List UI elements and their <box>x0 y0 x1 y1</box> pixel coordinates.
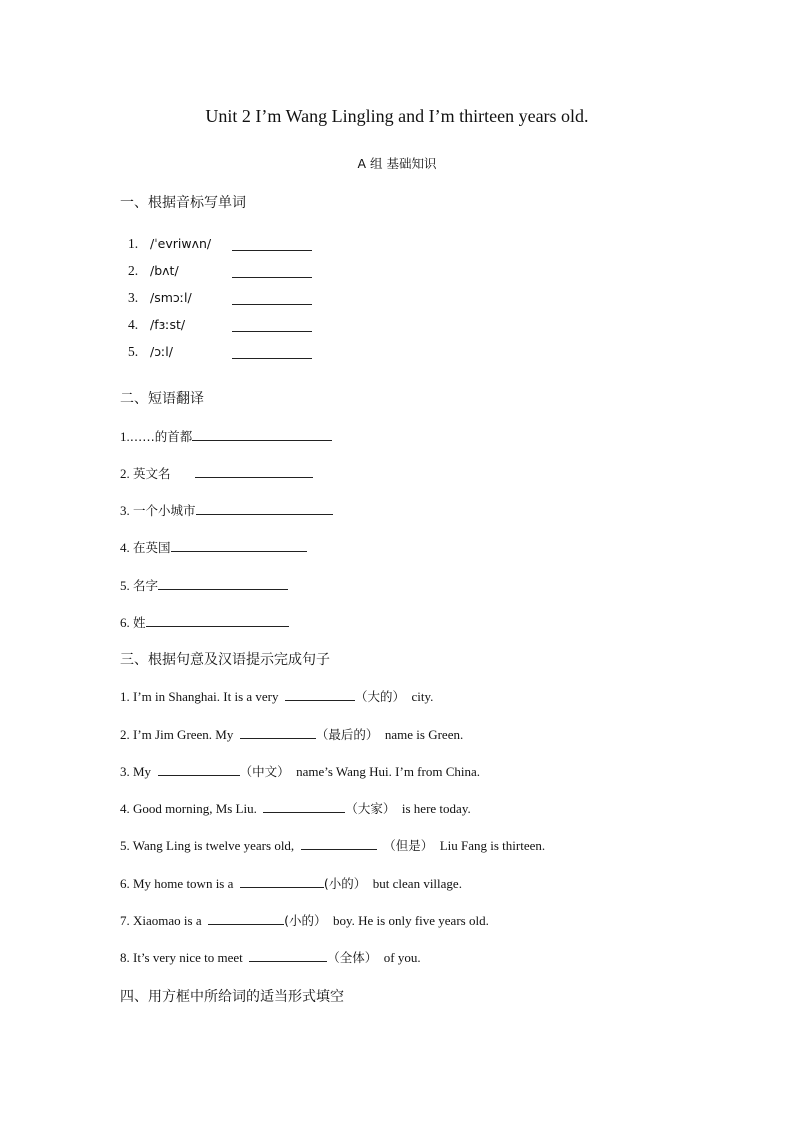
answer-blank[interactable] <box>171 537 307 552</box>
answer-blank[interactable] <box>232 250 312 251</box>
answer-blank[interactable] <box>146 612 289 627</box>
phrase-item <box>120 537 307 556</box>
hint-text: (小的） <box>284 913 327 928</box>
hint-text: (小的） <box>323 876 367 891</box>
group-subtitle: A 组 基础知识 <box>357 156 437 171</box>
section4-heading: 四、用方框中所给词的适当形式填空 <box>120 989 344 1005</box>
answer-blank[interactable] <box>158 761 240 776</box>
sentence-start: 7. Xiaomao is a <box>120 913 202 928</box>
sentence-start: 3. My <box>120 764 152 779</box>
item-number: 5. <box>120 578 130 593</box>
sentence-end: of you. <box>383 950 421 965</box>
item-number: 1. <box>120 429 130 444</box>
phrase-text: 一个小城市 <box>133 503 196 518</box>
answer-blank[interactable] <box>158 575 288 590</box>
sentence-end: city. <box>411 689 434 704</box>
section2-heading: 二、短语翻译 <box>120 391 204 407</box>
answer-blank[interactable] <box>192 426 332 441</box>
item-number: 4. <box>120 540 130 555</box>
sentence-end: name’s Wang Hui. I’m from China. <box>296 764 481 779</box>
phonetic-text: /ˈevriwʌn/ <box>150 236 212 251</box>
answer-blank[interactable] <box>196 500 333 515</box>
item-number: 4. <box>128 317 139 332</box>
sentence-end: but clean village. <box>372 876 462 891</box>
item-number: 5. <box>128 344 139 359</box>
hint-text: （但是） <box>383 838 434 853</box>
answer-blank[interactable] <box>240 724 316 739</box>
phonetic-text: /smɔːl/ <box>150 290 192 305</box>
hint-text: （大家） <box>345 801 396 816</box>
phrase-text: ……的首都 <box>129 429 193 444</box>
phrase-text: 姓 <box>133 615 146 630</box>
section1-heading: 一、根据音标写单词 <box>120 195 246 211</box>
item-number: 3. <box>128 290 139 305</box>
phonetic-text: /fɜːst/ <box>150 317 186 332</box>
answer-blank[interactable] <box>208 910 284 925</box>
phrase-item <box>120 612 289 631</box>
sentence-start: 1. I’m in Shanghai. It is a very <box>120 689 279 704</box>
section3-heading: 三、根据句意及汉语提示完成句子 <box>120 652 330 668</box>
answer-blank[interactable] <box>285 686 355 701</box>
phrase-text: 名字 <box>133 578 159 593</box>
hint-text: （大的） <box>355 689 406 704</box>
phrase-text: 英文名 <box>133 466 171 481</box>
sentence-start: 5. Wang Ling is twelve years old, <box>120 838 295 853</box>
answer-blank[interactable] <box>301 835 377 850</box>
answer-blank[interactable] <box>249 947 327 962</box>
hint-text: （最后的） <box>315 727 379 742</box>
sentence-start: 4. Good morning, Ms Liu. <box>120 801 257 816</box>
answer-blank[interactable] <box>232 358 312 359</box>
item-number: 1. <box>128 236 139 251</box>
phrase-item <box>120 426 332 445</box>
sentence-end: Liu Fang is thirteen. <box>439 838 546 853</box>
phrase-text: 在英国 <box>133 540 171 555</box>
sentence-item <box>120 761 480 780</box>
sentence-end: is here today. <box>401 801 471 816</box>
phonetic-text: /ɔːl/ <box>150 344 173 359</box>
sentence-start: 2. I’m Jim Green. My <box>120 727 234 742</box>
sentence-item <box>120 798 471 817</box>
sentence-start: 8. It’s very nice to meet <box>120 950 243 965</box>
phrase-item <box>120 500 333 519</box>
answer-blank[interactable] <box>240 873 324 888</box>
hint-text: （全体） <box>327 950 378 965</box>
phonetic-text: /bʌt/ <box>150 263 179 278</box>
item-number: 6. <box>120 615 130 630</box>
answer-blank[interactable] <box>195 463 313 478</box>
phrase-item <box>120 575 288 594</box>
page-title: Unit 2 I’m Wang Lingling and I’m thirteen years old. <box>205 106 589 126</box>
item-number: 2. <box>120 466 130 481</box>
phrase-item <box>120 463 313 482</box>
sentence-item <box>120 873 462 892</box>
sentence-end: name is Green. <box>384 727 464 742</box>
sentence-item <box>120 947 421 966</box>
sentence-item <box>120 910 489 929</box>
item-number: 3. <box>120 503 130 518</box>
item-number: 2. <box>128 263 139 278</box>
answer-blank[interactable] <box>232 277 312 278</box>
sentence-item <box>120 724 463 743</box>
sentence-start: 6. My home town is a <box>120 876 234 891</box>
answer-blank[interactable] <box>263 798 345 813</box>
answer-blank[interactable] <box>232 304 312 305</box>
sentence-item <box>120 835 545 854</box>
sentence-end: boy. He is only five years old. <box>332 913 489 928</box>
answer-blank[interactable] <box>232 331 312 332</box>
sentence-item <box>120 686 433 705</box>
hint-text: （中文） <box>239 764 290 779</box>
